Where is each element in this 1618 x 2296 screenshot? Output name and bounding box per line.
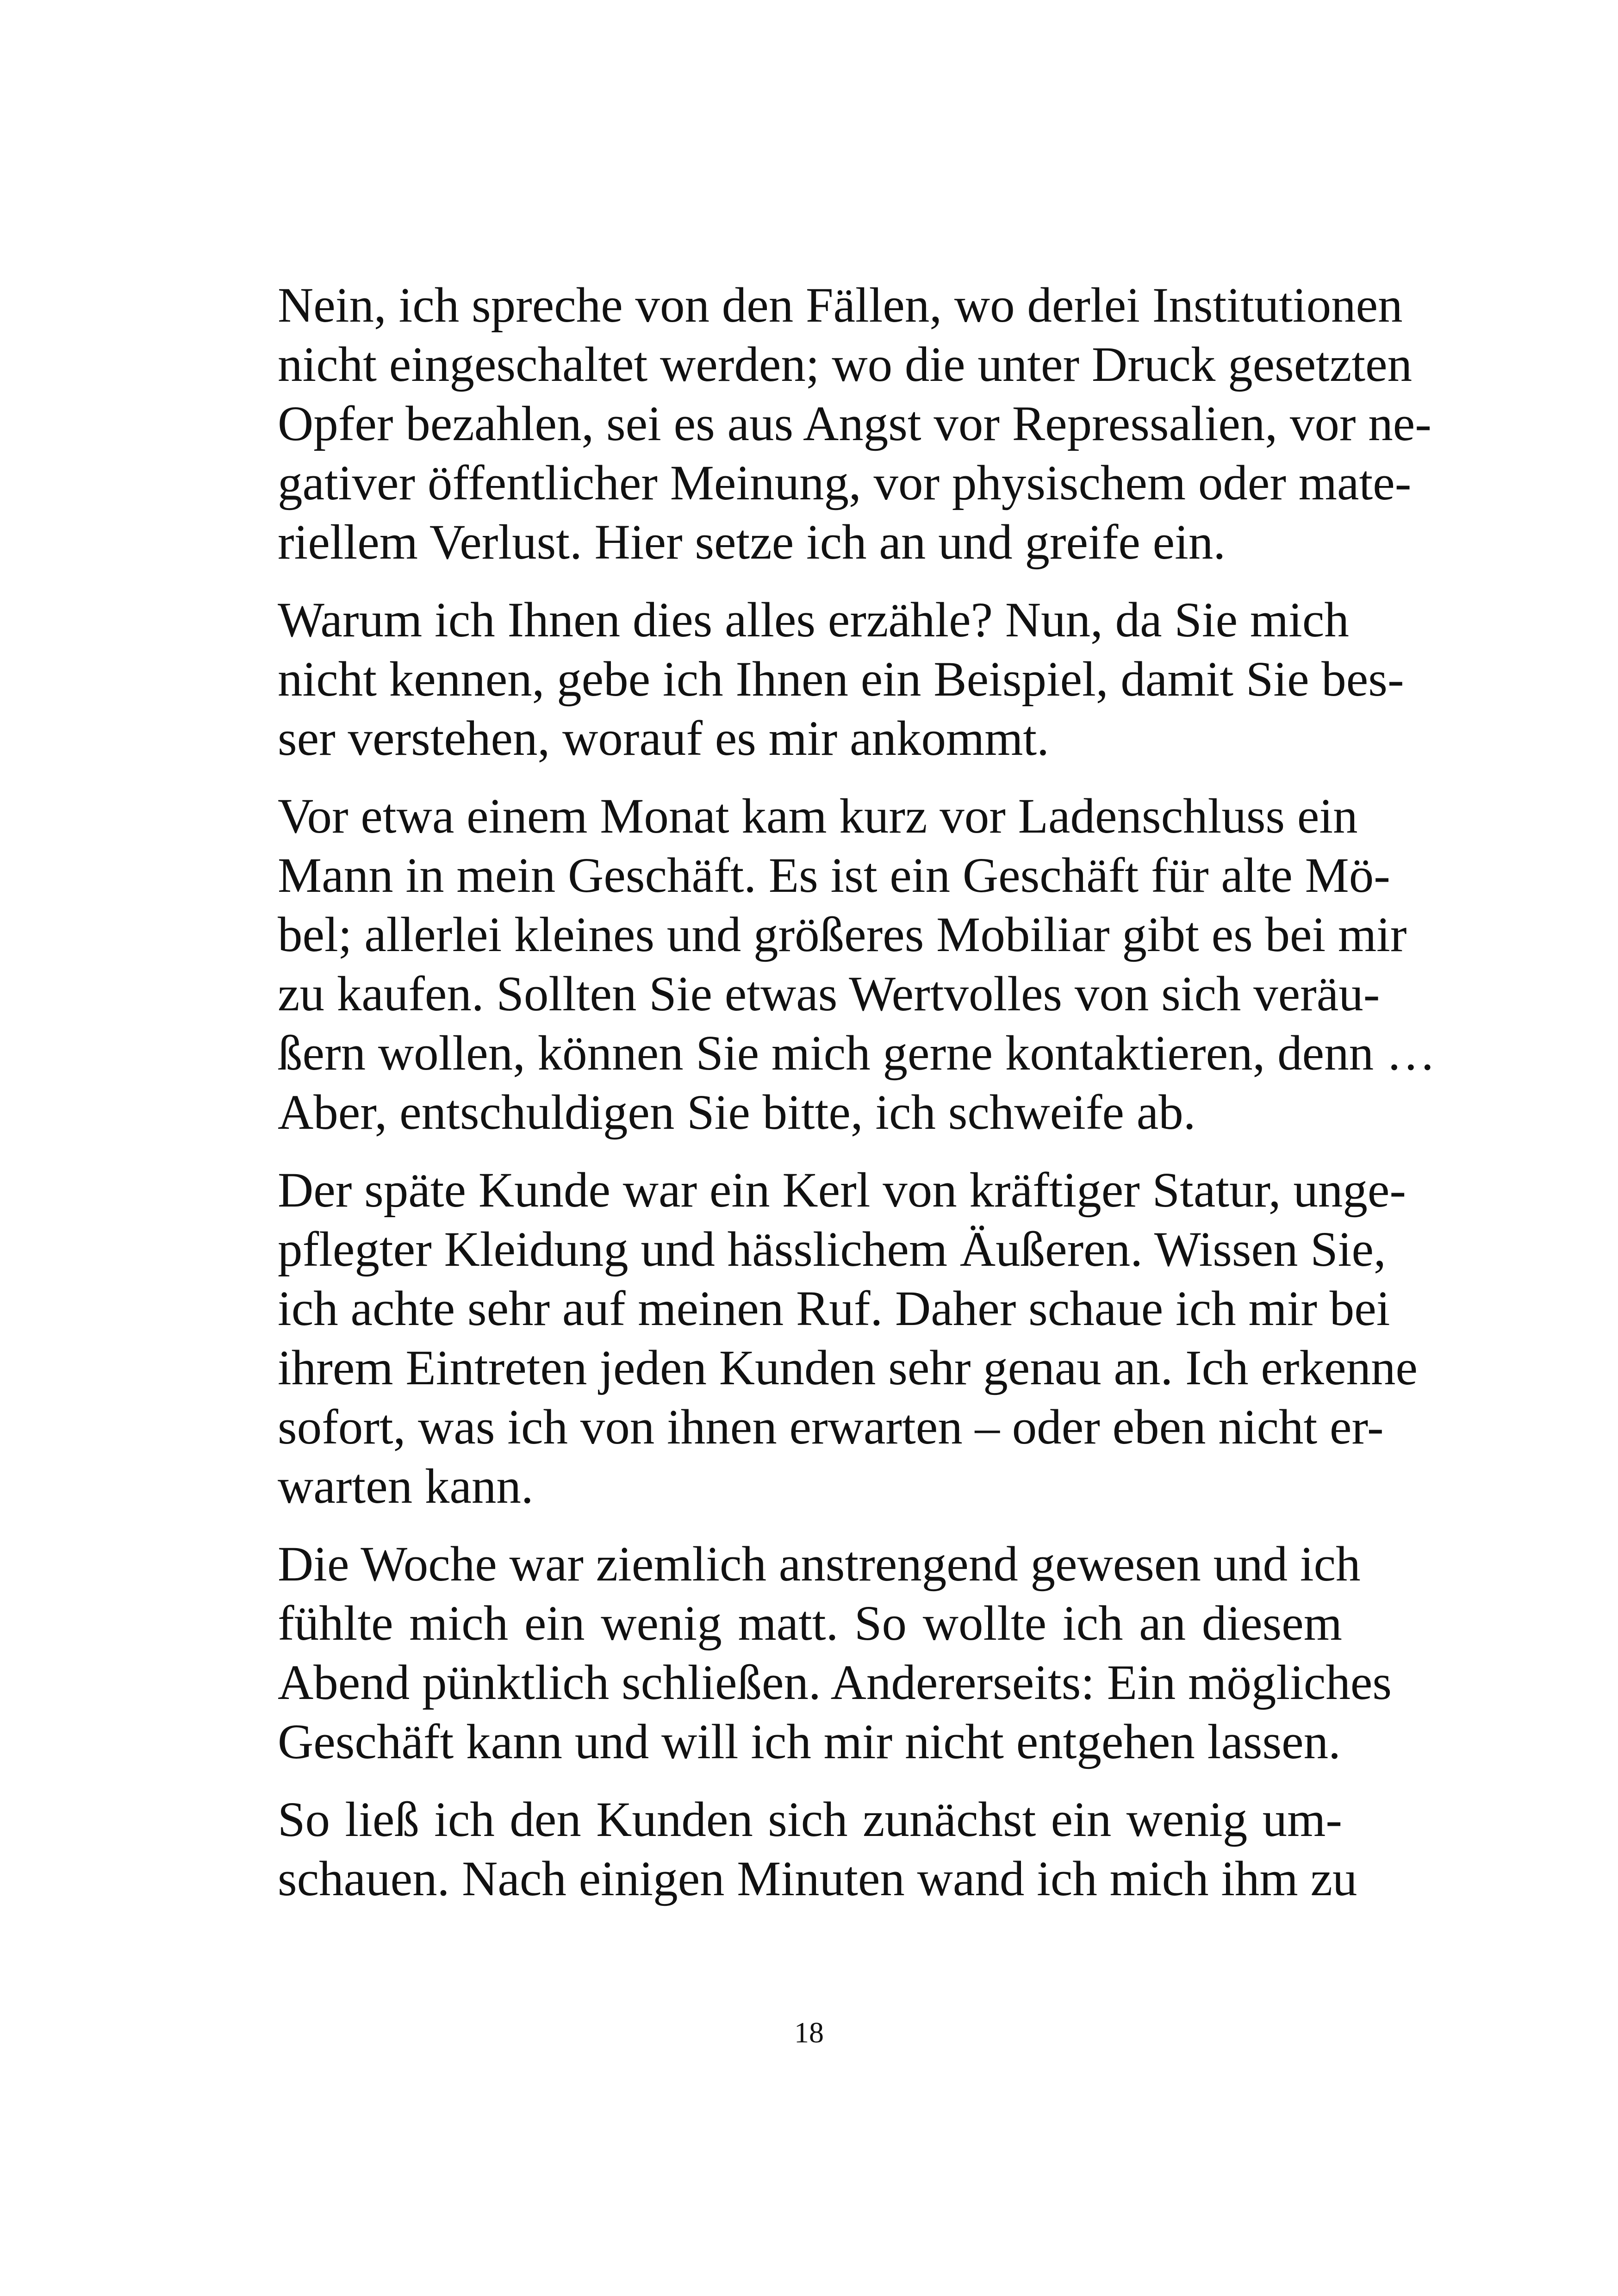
text-line: ich achte sehr auf meinen Ruf. Daher schaue ich mir bei xyxy=(278,1282,1390,1336)
paragraph-2 xyxy=(278,591,1404,768)
text-line: ßern wollen, können Sie mich gerne kontaktieren, denn … xyxy=(278,1026,1436,1081)
text-line: Nein, ich spreche von den Fällen, wo derlei Institutionen xyxy=(278,278,1403,333)
text-line: bel; allerlei kleines und größeres Mobiliar gibt es bei mir xyxy=(278,908,1407,962)
paragraph-6 xyxy=(278,1790,1357,1909)
text-line: nicht kennen, gebe ich Ihnen ein Beispiel, damit Sie bes- xyxy=(278,652,1404,707)
text-line: So ließ ich den Kunden sich zunächst ein wenig um- xyxy=(278,1792,1342,1847)
text-line: Vor etwa einem Monat kam kurz vor Ladenschluss ein xyxy=(278,789,1358,844)
body-text xyxy=(278,276,1436,1927)
text-line: gativer öffentlicher Meinung, vor physischem oder mate- xyxy=(278,456,1412,510)
paragraph-5 xyxy=(278,1535,1392,1772)
text-line: schauen. Nach einigen Minuten wand ich mich ihm zu xyxy=(278,1852,1357,1906)
page-number: 18 xyxy=(794,2016,824,2049)
paragraph-4 xyxy=(278,1161,1418,1516)
text-line: sofort, was ich von ihnen erwarten – oder eben nicht er- xyxy=(278,1400,1384,1455)
text-line: ser verstehen, worauf es mir ankommt. xyxy=(278,711,1049,766)
text-line: Aber, entschuldigen Sie bitte, ich schweife ab. xyxy=(278,1085,1196,1140)
text-line: warten kann. xyxy=(278,1459,534,1514)
text-line: Mann in mein Geschäft. Es ist ein Geschäft für alte Mö- xyxy=(278,848,1390,903)
text-line: fühlte mich ein wenig matt. So wollte ich an diesem xyxy=(278,1596,1342,1651)
paragraph-3 xyxy=(278,787,1436,1142)
text-line: riellem Verlust. Hier setze ich an und greife ein. xyxy=(278,515,1226,570)
text-line: Geschäft kann und will ich mir nicht entgehen lassen. xyxy=(278,1715,1341,1769)
text-line: Warum ich Ihnen dies alles erzähle? Nun, da Sie mich xyxy=(278,593,1349,647)
text-line: zu kaufen. Sollten Sie etwas Wertvolles von sich veräu- xyxy=(278,967,1380,1021)
text-line: Opfer bezahlen, sei es aus Angst vor Repressalien, vor ne- xyxy=(278,397,1431,451)
paragraph-1 xyxy=(278,276,1431,572)
text-line: ihrem Eintreten jeden Kunden sehr genau an. Ich erkenne xyxy=(278,1341,1418,1395)
text-line: Abend pünktlich schließen. Andererseits: Ein mögliches xyxy=(278,1655,1392,1710)
text-line: Der späte Kunde war ein Kerl von kräftiger Statur, unge- xyxy=(278,1163,1406,1218)
text-line: pflegter Kleidung und hässlichem Äußeren. Wissen Sie, xyxy=(278,1222,1386,1277)
text-line: nicht eingeschaltet werden; wo die unter Druck gesetzten xyxy=(278,337,1413,392)
text-line: Die Woche war ziemlich anstrengend gewesen und ich xyxy=(278,1537,1361,1592)
